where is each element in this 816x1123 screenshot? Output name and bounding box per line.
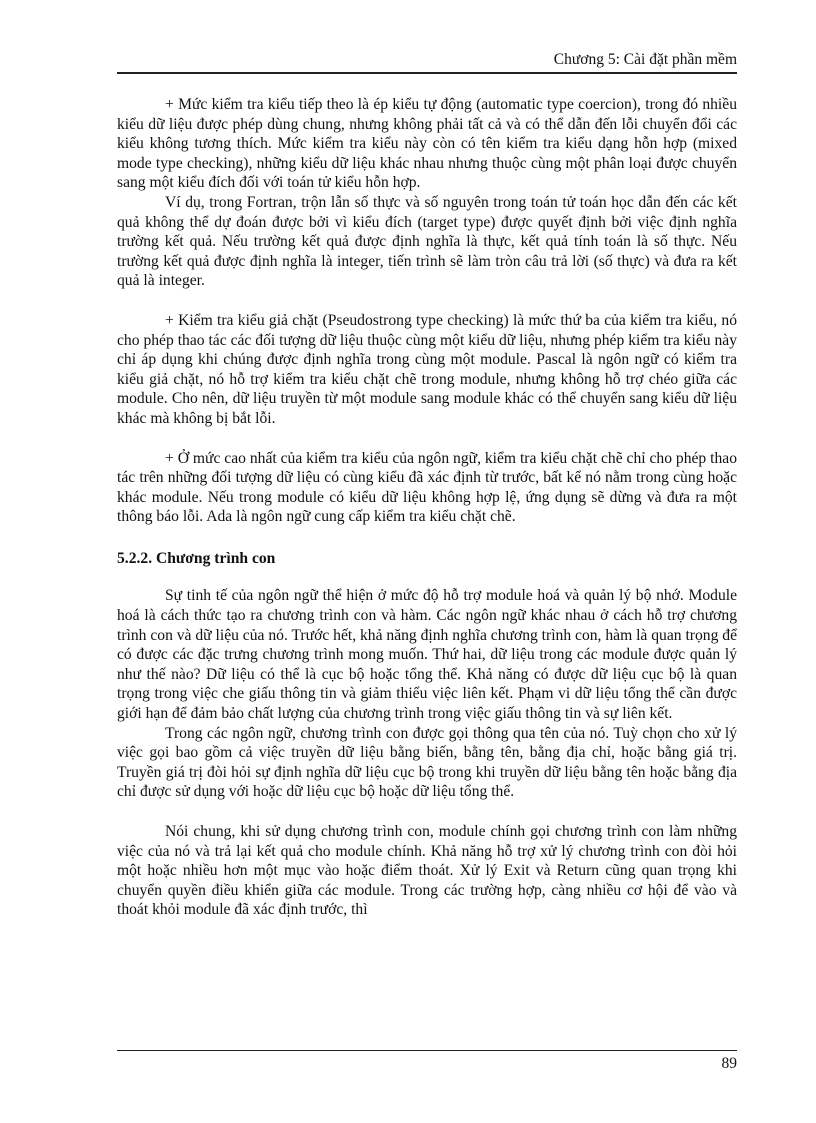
paragraph-strong-typing: + Ở mức cao nhất của kiểm tra kiểu của ngôn ngữ, kiểm tra kiểu chặt chẽ chỉ cho phép thao tác trên những đối tượng dữ liệu có cùng kiểu đã xác định từ trước, bất kể nó nằm trong cùng hoặc khác module. Nếu trong module có kiểu dữ liệu không hợp lệ, ứng dụng sẽ dừng và đưa ra một thông báo lỗi. Ada là ngôn ngữ cung cấp kiểm tra kiểu chặt chẽ.	[117, 449, 737, 526]
paragraph-pseudostrong: + Kiểm tra kiểu giả chặt (Pseudostrong type checking) là mức thứ ba của kiểm tra kiểu, nó cho phép thao tác các đối tượng dữ liệu thuộc cùng một kiểu dữ liệu, nhưng phép kiểm tra kiểu này chỉ áp dụng khi chúng được định nghĩa trong cùng một module. Pascal là ngôn ngữ có kiểm tra kiểu giả chặt, nó hỗ trợ kiểm tra kiểu chặt chẽ trong module, nhưng không hỗ trợ chéo giữa các module. Cho nên, dữ liệu truyền từ một module sang module khác có thể chuyển sang kiểu dữ liệu khác mà không bị bắt lỗi.	[117, 311, 737, 427]
page-number: 89	[721, 1055, 737, 1072]
paragraph-subroutine-call: Trong các ngôn ngữ, chương trình con được gọi thông qua tên của nó. Tuỳ chọn cho xử lý việc gọi bao gồm cả việc truyền dữ liệu bằng biến, bằng tên, bằng địa chỉ, hoặc bằng giá trị. Truyền giá trị đòi hỏi sự định nghĩa dữ liệu cục bộ trong khi truyền dữ liệu bằng tên hoặc bằng địa chỉ được sử dụng với hoặc dữ liệu cục bộ hoặc dữ liệu tổng thể.	[117, 724, 737, 801]
header-rule	[117, 72, 737, 74]
running-header: Chương 5: Cài đặt phần mềm	[553, 51, 737, 68]
section-heading: 5.2.2. Chương trình con	[117, 549, 276, 567]
page-body	[117, 95, 737, 920]
footer-rule	[117, 1050, 737, 1051]
paragraph-modularity: Sự tinh tế của ngôn ngữ thể hiện ở mức độ hỗ trợ module hoá và quản lý bộ nhớ. Module hoá là cách thức tạo ra chương trình con và hàm. Các ngôn ngữ khác nhau ở cách hỗ trợ chương trình con và dữ liệu của nó. Trước hết, khả năng định nghĩa chương trình con, hàm là quan trọng để có được các đặc trưng chương trình mong muốn. Thứ hai, dữ liệu trong các module được quản lý như thế nào? Dữ liệu có thể là cục bộ hoặc tổng thể. Khả năng có được dữ liệu cục bộ là quan trọng trong việc che giấu thông tin và giảm thiểu việc liên kết. Phạm vi dữ liệu tổng thể cần được giới hạn để đảm bảo chất lượng của chương trình trong việc giấu thông tin và sự liên kết.	[117, 587, 737, 723]
paragraph-subroutine-usage: Nói chung, khi sử dụng chương trình con, module chính gọi chương trình con làm những việc của nó và trả lại kết quả cho module chính. Khả năng hỗ trợ xử lý chương trình con đòi hỏi một hoặc nhiều hơn một mục vào hoặc điểm thoát. Xử lý Exit và Return cũng quan trọng khi chuyển quyền điều khiển giữa các module. Trong các trường hợp, càng nhiều cơ hội để vào và thoát khỏi module đã xác định trước, thì	[117, 823, 737, 919]
paragraph-automatic-coercion: + Mức kiểm tra kiểu tiếp theo là ép kiểu tự động (automatic type coercion), trong đó nhiều kiểu dữ liệu được phép dùng chung, nhưng không phải tất cả và có thể dẫn đến lỗi chuyển đổi các kiểu không tương thích. Mức kiểm tra kiểu này còn có tên kiểm tra kiểu dạng hỗn hợp (mixed mode type checking), những kiểu dữ liệu khác nhau nhưng thuộc cùng một phân loại được chuyển sang một kiểu đích đối với toán tử kiểu hỗn hợp.	[117, 96, 737, 192]
paragraph-fortran-example: Ví dụ, trong Fortran, trộn lẫn số thực và số nguyên trong toán tử toán học dẫn đến các kết quả không thể dự đoán được bởi vì kiểu đích (target type) được quyết định bởi việc định nghĩa trường kết quả. Nếu trường kết quả được định nghĩa là thực, kết quả tính toán là số thực. Nếu trường kết quả được định nghĩa là integer, tiến trình sẽ làm tròn câu trả lời (số thực) và đưa ra kết quả là integer.	[117, 193, 737, 290]
